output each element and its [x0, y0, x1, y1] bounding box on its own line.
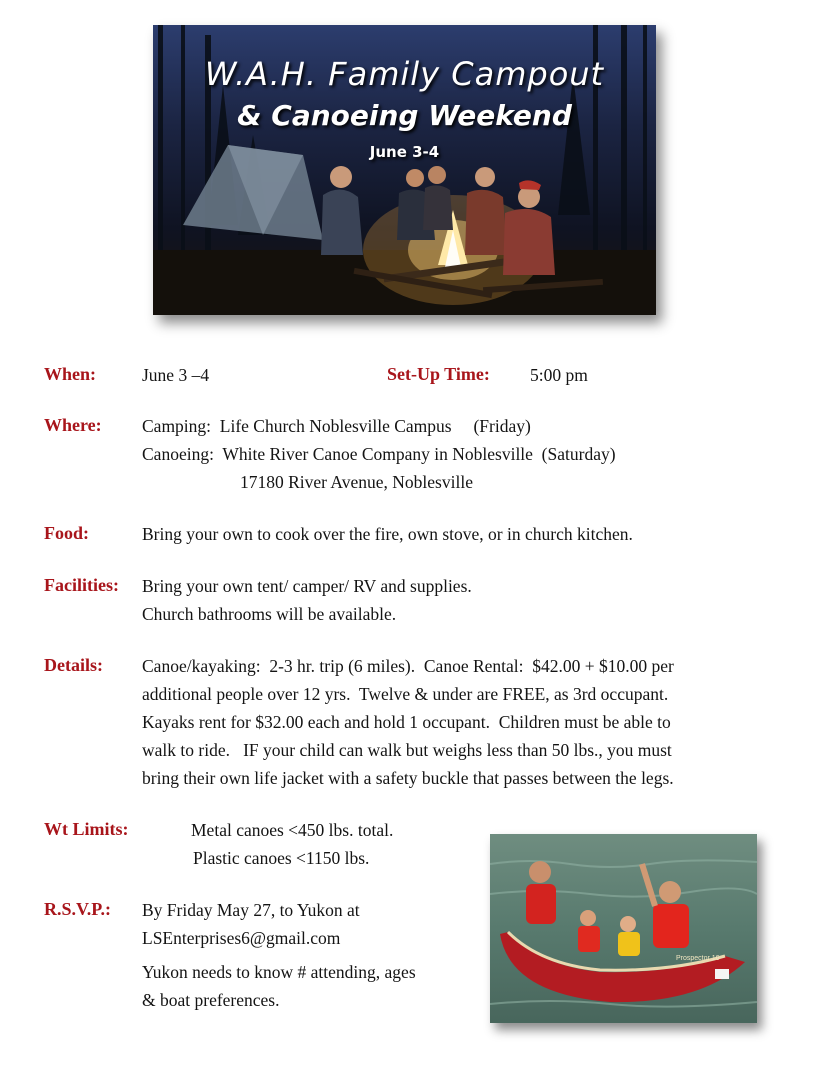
details-label: Details: — [44, 655, 103, 675]
food-label: Food: — [44, 523, 89, 543]
food-value: Bring your own to cook over the fire, own stove, or in church kitchen. — [142, 524, 633, 544]
where-camping: Camping: Life Church Noblesville Campus (Friday) — [142, 416, 531, 436]
when-value: June 3 –4 — [142, 365, 210, 385]
rsvp-email: LSEnterprises6@gmail.com — [142, 928, 341, 948]
wt-limits-label: Wt Limits: — [44, 819, 129, 839]
details-line: Canoe/kayaking: 2-3 hr. trip (6 miles). Canoe Rental: $42.00 + $10.00 per — [142, 656, 674, 676]
wt-limits-metal: Metal canoes <450 lbs. total. — [191, 820, 394, 840]
details-line: walk to ride. IF your child can walk but weighs less than 50 lbs., you must — [142, 740, 672, 760]
details-line: bring their own life jacket with a safety buckle that passes between the legs. — [142, 768, 674, 788]
rsvp-note-line1: Yukon needs to know # attending, ages — [142, 962, 416, 982]
banner-subtitle: & Canoeing Weekend — [237, 99, 572, 132]
facilities-line1: Bring your own tent/ camper/ RV and supplies. — [142, 576, 472, 596]
wt-limits-plastic: Plastic canoes <1150 lbs. — [193, 848, 370, 868]
canoe-family-photo — [490, 834, 757, 1023]
setup-time-label: Set-Up Time: — [387, 364, 490, 384]
when-label: When: — [44, 364, 97, 384]
canoe-family-illustration — [490, 834, 757, 1023]
rsvp-note-line2: & boat preferences. — [142, 990, 280, 1010]
campout-banner-image — [153, 25, 656, 315]
rsvp-deadline: By Friday May 27, to Yukon at — [142, 900, 360, 920]
details-line: additional people over 12 yrs. Twelve & under are FREE, as 3rd occupant. — [142, 684, 669, 704]
where-canoeing: Canoeing: White River Canoe Company in Noblesville (Saturday) — [142, 444, 616, 464]
banner-date: June 3-4 — [369, 143, 440, 161]
where-label: Where: — [44, 415, 102, 435]
banner-title: W.A.H. Family Campout — [204, 55, 605, 93]
setup-time-value: 5:00 pm — [530, 365, 588, 385]
canoe-brand-text: Prospector 16 — [676, 955, 720, 962]
facilities-label: Facilities: — [44, 575, 119, 595]
rsvp-label: R.S.V.P.: — [44, 899, 112, 919]
details-line: Kayaks rent for $32.00 each and hold 1 occupant. Children must be able to — [142, 712, 671, 732]
facilities-line2: Church bathrooms will be available. — [142, 604, 397, 624]
where-address: 17180 River Avenue, Noblesville — [240, 472, 473, 492]
